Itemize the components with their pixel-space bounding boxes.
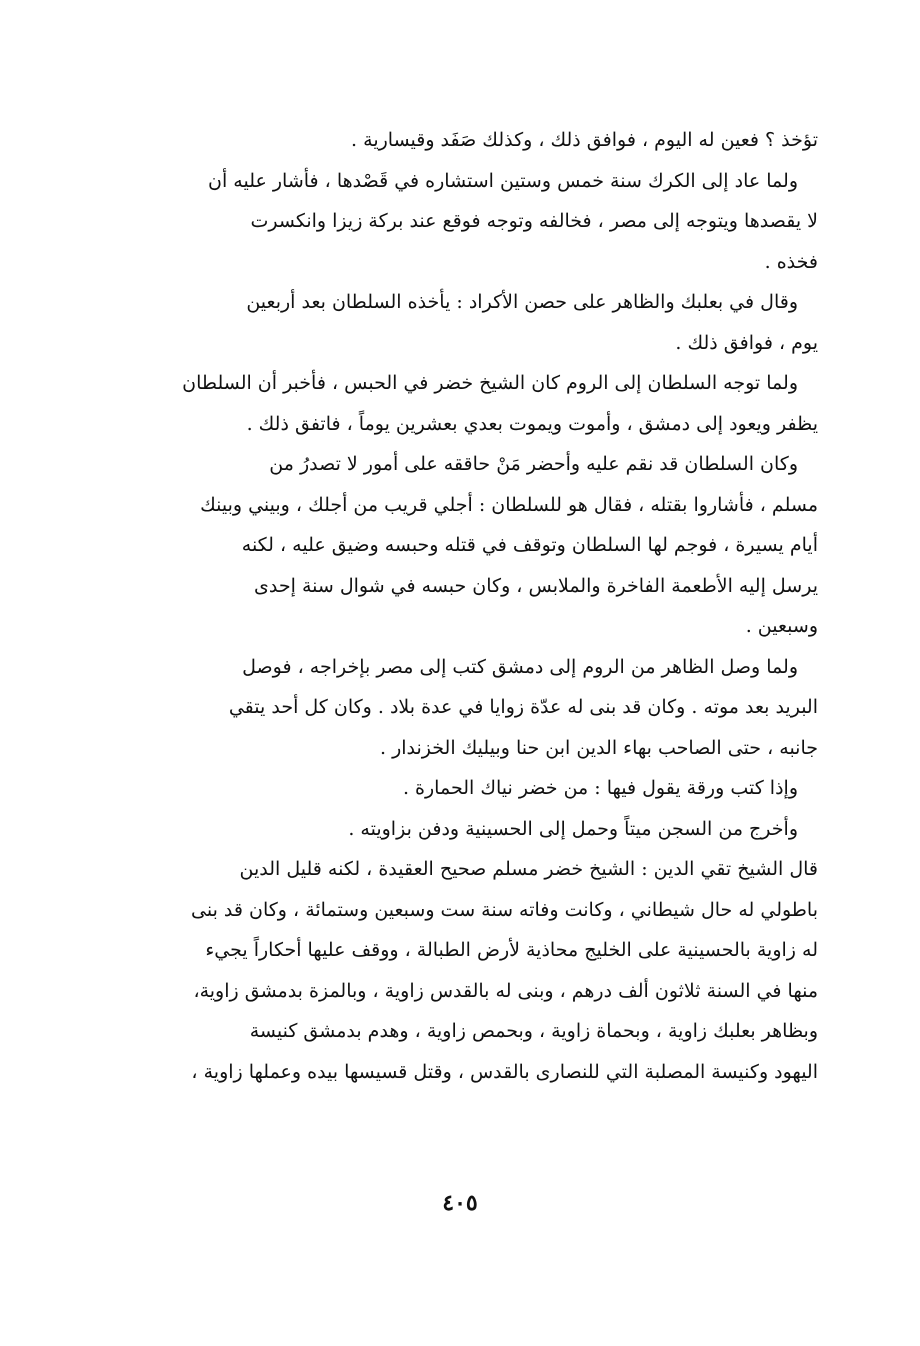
text-line: وبظاهر بعلبك زاوية ، وبحماة زاوية ، وبحمص زاوية ، وهدم بدمشق كنيسة	[249, 1020, 818, 1042]
body-text	[120, 120, 818, 1092]
text-line: يرسل إليه الأطعمة الفاخرة والملابس ، وكان حبسه في شوال سنة إحدى	[254, 574, 818, 597]
page-number: ٤٠٥	[442, 1190, 478, 1216]
text-line: قال الشيخ تقي الدين : الشيخ خضر مسلم صحيح العقيدة ، لكنه قليل الدين	[239, 858, 818, 880]
text-line: البريد بعد موته . وكان قد بنى له عدّة زوايا في عدة بلاد . وكان كل أحد يتقي	[228, 696, 818, 718]
text-line: جانبه ، حتى الصاحب بهاء الدين ابن حنا وبيليك الخزندار .	[380, 736, 818, 759]
text-line: ولما توجه السلطان إلى الروم كان الشيخ خضر في الحبس ، فأخبر أن السلطان	[182, 372, 798, 394]
text-line: أيام يسيرة ، فوجم لها السلطان وتوقف في قتله وحبسه وضيق عليه ، لكنه	[241, 534, 818, 556]
text-line: تؤخذ ؟ فعين له اليوم ، فوافق ذلك ، وكذلك صَفَد وقيسارية .	[351, 129, 818, 151]
text-line: ولما وصل الظاهر من الروم إلى دمشق كتب إلى مصر بإخراجه ، فوصل	[242, 655, 798, 678]
text-line: ولما عاد إلى الكرك سنة خمس وستين استشاره في قَصْدها ، فأشار عليه أن	[208, 169, 798, 192]
text-line: وسبعين .	[745, 615, 818, 637]
text-line: لا يقصدها ويتوجه إلى مصر ، فخالفه وتوجه فوقع عند بركة زيزا وانكسرت	[250, 210, 818, 232]
text-line: يظفر ويعود إلى دمشق ، وأموت ويموت بعدي بعشرين يوماً ، فاتفق ذلك .	[246, 412, 818, 435]
text-line: وكان السلطان قد نقم عليه وأحضر مَنْ حاققه على أمور لا تصدرُ من	[269, 453, 798, 475]
text-line: اليهود وكنيسة المصلبة التي للنصارى بالقدس ، وقتل قسيسها بيده وعملها زاوية ،	[191, 1060, 818, 1083]
text-line: وإذا كتب ورقة يقول فيها : من خضر نياك الحمارة .	[402, 777, 798, 799]
text-line: منها في السنة ثلاثون ألف درهم ، وبنى له بالقدس زاوية ، وبالمزة بدمشق زاوية،	[193, 979, 818, 1002]
text-line: فخذه .	[764, 250, 818, 273]
text-line: مسلم ، فأشاروا بقتله ، فقال هو للسلطان : أجلي قريب من أجلك ، وبيني وبينك	[200, 493, 818, 516]
text-line: باطولي له حال شيطاني ، وكانت وفاته سنة ست وسبعين وستمائة ، وكان قد بنى	[191, 898, 818, 921]
text-line: يوم ، فوافق ذلك .	[675, 331, 818, 354]
text-line: له زاوية بالحسينية على الخليج محاذية لأرض الطبالة ، ووقف عليها أحكاراً يجيء	[205, 939, 818, 961]
text-line: وأخرج من السجن ميتاً وحمل إلى الحسينية ودفن بزاويته .	[348, 817, 798, 840]
text-line: وقال في بعلبك والظاهر على حصن الأكراد : يأخذه السلطان بعد أربعين	[246, 291, 798, 313]
